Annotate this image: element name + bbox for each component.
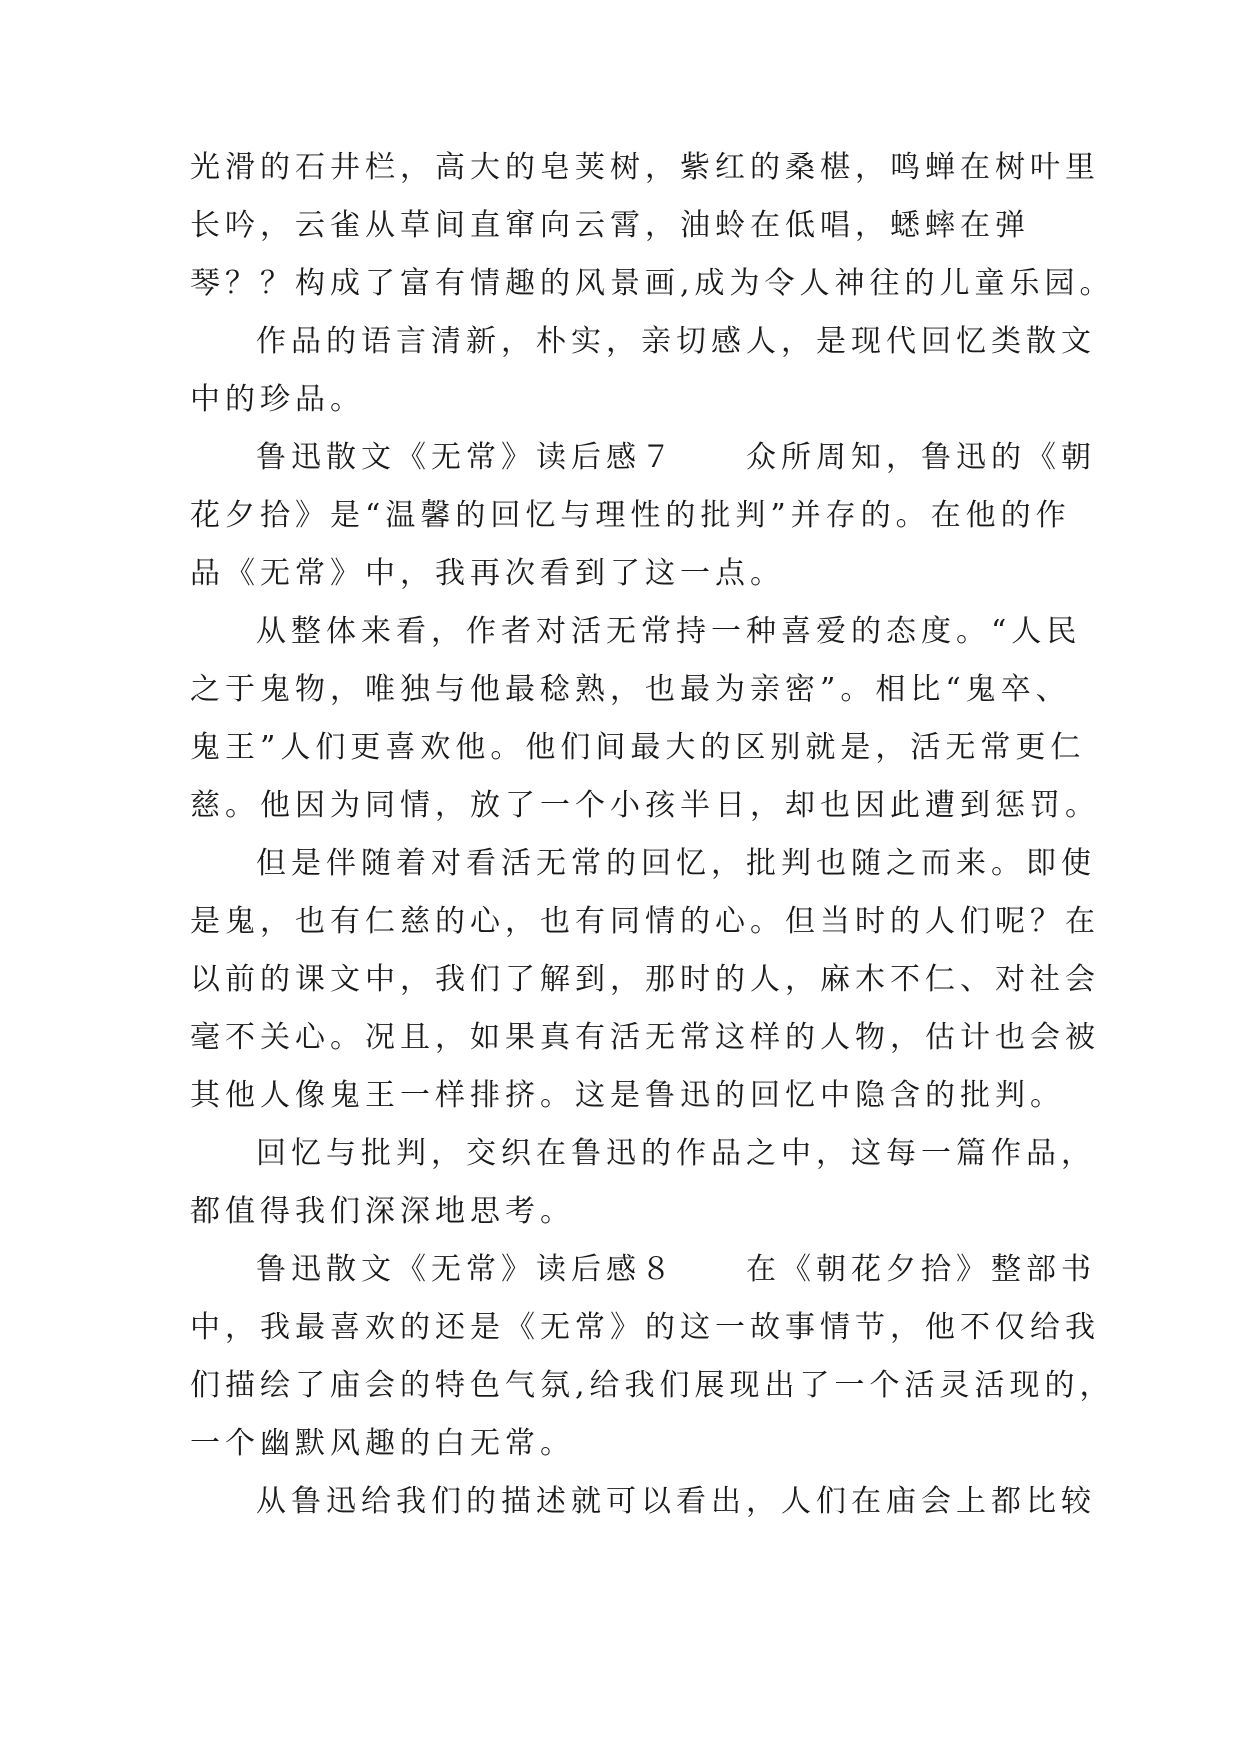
section-heading-line: 鲁迅散文《无常》读后感８ 在《朝花夕拾》整部书	[256, 1252, 1096, 1287]
text-line: 慈。他因为同情，放了一个小孩半日，却也因此遭到惩罚。	[190, 788, 1100, 823]
section-heading-line: 鲁迅散文《无常》读后感７ 众所周知，鲁迅的《朝	[256, 440, 1096, 475]
text-line: 其他人像鬼王一样排挤。这是鲁迅的回忆中隐含的批判。	[190, 1078, 1065, 1113]
text-line: 都值得我们深深地思考。	[190, 1194, 575, 1229]
text-line: 毫不关心。况且，如果真有活无常这样的人物，估计也会被	[190, 1020, 1100, 1055]
text-line: 品《无常》中，我再次看到了这一点。	[190, 556, 785, 591]
text-line: 长吟，云雀从草间直窜向云霄，油蛉在低唱，蟋蟀在弹	[190, 208, 1030, 243]
paragraph-start-line: 从鲁迅给我们的描述就可以看出，人们在庙会上都比较	[256, 1484, 1096, 1519]
text-line: 是鬼，也有仁慈的心，也有同情的心。但当时的人们呢？在	[190, 904, 1100, 939]
paragraph-start-line: 回忆与批判，交织在鲁迅的作品之中，这每一篇作品，	[256, 1136, 1096, 1171]
text-line: 们描绘了庙会的特色气氛,给我们展现出了一个活灵活现的，	[190, 1368, 1115, 1403]
text-line: 中的珍品。	[190, 382, 365, 417]
text-line: 花夕拾》是“温馨的回忆与理性的批判”并存的。在他的作	[190, 498, 1071, 533]
paragraph-start-line: 作品的语言清新，朴实，亲切感人，是现代回忆类散文	[256, 324, 1096, 359]
text-line: 光滑的石井栏，高大的皂荚树，紫红的桑椹，鸣蝉在树叶里	[190, 150, 1100, 185]
text-line: 以前的课文中，我们了解到，那时的人，麻木不仁、对社会	[190, 962, 1100, 997]
text-line: 一个幽默风趣的白无常。	[190, 1426, 575, 1461]
text-line: 之于鬼物，唯独与他最稔熟，也最为亲密”。相比“鬼卒、	[190, 672, 1071, 707]
text-line: 中，我最喜欢的还是《无常》的这一故事情节，他不仅给我	[190, 1310, 1100, 1345]
text-line: 鬼王”人们更喜欢他。他们间最大的区别就是，活无常更仁	[190, 730, 1086, 765]
paragraph-start-line: 但是伴随着对看活无常的回忆，批判也随之而来。即使	[256, 846, 1096, 881]
text-line: 琴？？构成了富有情趣的风景画,成为令人神往的儿童乐园。	[190, 266, 1115, 301]
paragraph-start-line: 从整体来看，作者对活无常持一种喜爱的态度。“人民	[256, 614, 1082, 649]
